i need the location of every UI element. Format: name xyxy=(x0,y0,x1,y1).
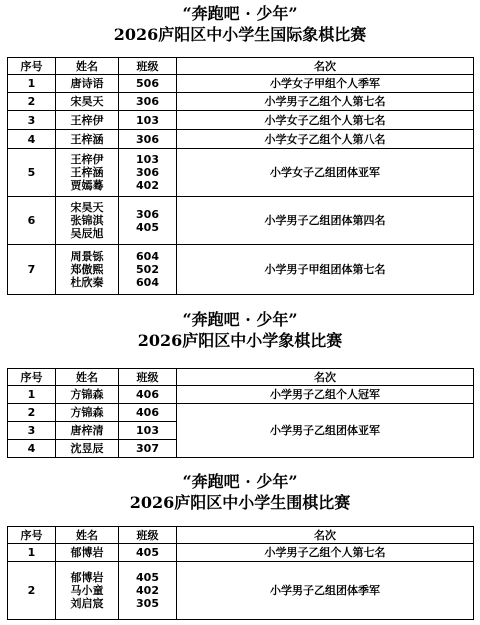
member-class: 306 xyxy=(136,207,159,221)
table-row xyxy=(8,245,474,295)
header-no: 序号 xyxy=(8,369,56,386)
row-name: 唐梓清 xyxy=(56,422,119,440)
row-no: 2 xyxy=(8,562,56,620)
row-class: 307 xyxy=(119,440,177,458)
row-class: 406 xyxy=(119,404,177,422)
header-class: 班级 xyxy=(119,527,177,544)
row-class: 306 xyxy=(119,93,177,111)
row-no: 3 xyxy=(8,422,56,440)
header-name: 姓名 xyxy=(56,527,119,544)
section-slogan: “奔跑吧 · 少年” xyxy=(182,472,298,491)
row-no: 2 xyxy=(8,404,56,422)
section-go xyxy=(0,472,480,514)
row-name: 唐诗语 xyxy=(56,75,119,93)
row-no: 5 xyxy=(8,149,56,197)
table-row xyxy=(8,404,474,422)
member-name: 马小童 xyxy=(70,584,104,597)
row-class: 405 xyxy=(119,544,177,562)
header-no: 序号 xyxy=(8,527,56,544)
row-names xyxy=(56,197,119,245)
intl-chess-table xyxy=(7,57,474,295)
row-no: 4 xyxy=(8,440,56,458)
row-award: 小学女子乙组个人第八名 xyxy=(177,130,474,149)
member-class: 103 xyxy=(136,153,159,166)
table-header-row xyxy=(8,527,474,544)
member-name: 周景铄 xyxy=(70,250,104,263)
member-class: 402 xyxy=(136,179,159,192)
table-header-row xyxy=(8,369,474,386)
section-title: 2026庐阳区中小学生围棋比赛 xyxy=(129,493,351,512)
row-award: 小学女子甲组个人季军 xyxy=(177,75,474,93)
row-no: 1 xyxy=(8,544,56,562)
row-name: 方锦森 xyxy=(56,386,119,404)
row-name: 沈昱辰 xyxy=(56,440,119,458)
member-name: 王梓伊 xyxy=(70,153,104,166)
table-row xyxy=(8,562,474,620)
header-award: 名次 xyxy=(177,58,474,75)
section-xiangqi xyxy=(0,310,480,352)
table-row xyxy=(8,544,474,562)
member-name: 宋昊天 xyxy=(70,201,104,214)
row-name: 郁博岩 xyxy=(56,544,119,562)
member-class: 604 xyxy=(136,250,159,263)
row-award: 小学男子乙组个人第七名 xyxy=(177,544,474,562)
member-class: 405 xyxy=(136,571,159,584)
row-classes xyxy=(119,149,177,197)
row-award: 小学男子乙组团体第四名 xyxy=(177,197,474,245)
header-class: 班级 xyxy=(119,369,177,386)
header-no: 序号 xyxy=(8,58,56,75)
table-row xyxy=(8,93,474,111)
member-class: 604 xyxy=(136,276,159,289)
table-row xyxy=(8,386,474,404)
table-header-row xyxy=(8,58,474,75)
section-slogan: “奔跑吧 · 少年” xyxy=(182,310,298,329)
member-name: 贾嫣蓦 xyxy=(70,179,104,192)
row-no: 2 xyxy=(8,93,56,111)
member-name: 郑傲熙 xyxy=(70,263,104,276)
xiangqi-table xyxy=(7,368,474,458)
section-title: 2026庐阳区中小学象棋比赛 xyxy=(137,331,343,350)
member-class: 305 xyxy=(136,597,159,610)
member-class: 306 xyxy=(136,166,159,179)
member-name: 王梓涵 xyxy=(70,166,104,179)
row-award: 小学男子乙组团体亚军 xyxy=(177,404,474,458)
member-name: 张锦淇 xyxy=(70,214,104,227)
member-name: 郁博岩 xyxy=(70,571,104,584)
member-class: 405 xyxy=(136,220,159,234)
member-name: 刘启宸 xyxy=(70,597,104,610)
row-award: 小学男子乙组个人第七名 xyxy=(177,93,474,111)
table-row xyxy=(8,149,474,197)
row-classes xyxy=(119,197,177,245)
row-classes xyxy=(119,245,177,295)
row-names xyxy=(56,562,119,620)
header-name: 姓名 xyxy=(56,369,119,386)
table-row xyxy=(8,130,474,149)
row-name: 方锦森 xyxy=(56,404,119,422)
row-classes xyxy=(119,562,177,620)
table-row xyxy=(8,197,474,245)
header-award: 名次 xyxy=(177,527,474,544)
member-class: 502 xyxy=(136,263,159,276)
row-name: 王梓涵 xyxy=(56,130,119,149)
row-award: 小学男子甲组团体第七名 xyxy=(177,245,474,295)
row-names xyxy=(56,245,119,295)
row-award: 小学女子乙组团体亚军 xyxy=(177,149,474,197)
table-row xyxy=(8,111,474,130)
section-title: 2026庐阳区中小学生国际象棋比赛 xyxy=(113,25,367,44)
member-name: 吴辰旭 xyxy=(70,227,104,240)
section-intl-chess xyxy=(0,4,480,46)
row-class: 103 xyxy=(119,111,177,130)
header-name: 姓名 xyxy=(56,58,119,75)
row-no: 4 xyxy=(8,130,56,149)
row-no: 3 xyxy=(8,111,56,130)
go-table xyxy=(7,526,474,620)
row-no: 7 xyxy=(8,245,56,295)
table-row xyxy=(8,75,474,93)
row-name: 宋昊天 xyxy=(56,93,119,111)
row-award: 小学男子乙组团体季军 xyxy=(177,562,474,620)
row-no: 6 xyxy=(8,197,56,245)
row-name: 王梓伊 xyxy=(56,111,119,130)
member-name: 杜欣秦 xyxy=(70,276,104,289)
member-class: 402 xyxy=(136,584,159,597)
row-class: 506 xyxy=(119,75,177,93)
row-class: 306 xyxy=(119,130,177,149)
header-class: 班级 xyxy=(119,58,177,75)
row-no: 1 xyxy=(8,75,56,93)
row-no: 1 xyxy=(8,386,56,404)
section-slogan: “奔跑吧 · 少年” xyxy=(182,4,298,23)
row-class: 103 xyxy=(119,422,177,440)
header-award: 名次 xyxy=(177,369,474,386)
row-award: 小学女子乙组个人第七名 xyxy=(177,111,474,130)
row-award: 小学男子乙组个人冠军 xyxy=(177,386,474,404)
row-class: 406 xyxy=(119,386,177,404)
row-names xyxy=(56,149,119,197)
